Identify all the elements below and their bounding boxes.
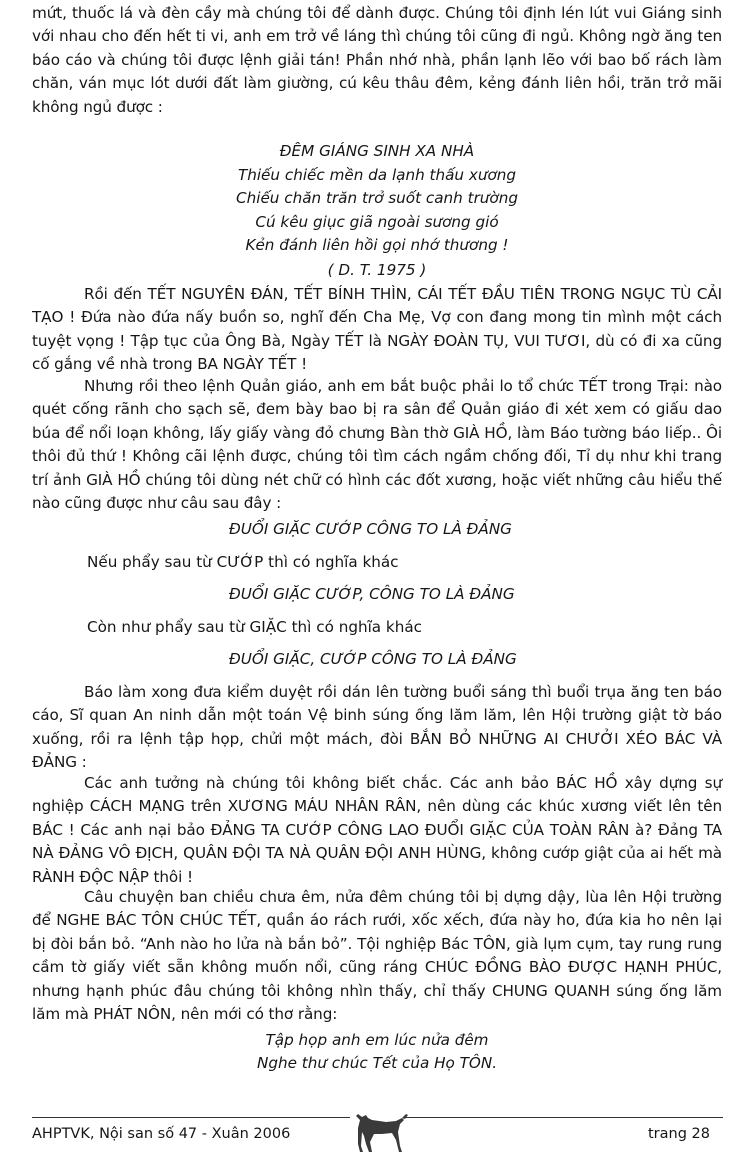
- footer-page-number: trang 28: [648, 1126, 710, 1142]
- paragraph-newspaper: Báo làm xong đưa kiểm duyệt rồi dán lên tường buổi sáng thì buổi trụa ăng ten báo cáo, Sĩ quan An ninh dẫn một toán Vệ binh súng ống lăm lăm, lên Hội trường giật tờ báo xuống, rồi ra lệnh tập họp, chửi một mách, đòi BẮN BỎ NHỮNG AI CHƯỞI XÉO BÁC VÀ ĐẢNG :: [32, 683, 722, 772]
- note-2: Còn như phẩy sau từ GIẶC thì có nghĩa khác: [87, 618, 423, 636]
- paragraph-midnight: Câu chuyện ban chiều chưa êm, nửa đêm chúng tôi bị dựng dậy, lùa lên Hội trường để NGHE BÁC TÔN CHÚC TẾT, quần áo rách rưới, xốc xếch, đứa này ho, đứa kia ho nên lại bị đòi bắn bỏ. “Anh nào ho lửa nà bắn bỏ”. Tội nghiệp Bác TÔN, già lụm cụm, tay rung rung cầm tờ giấy viết sẵn không muốn nổi, cũng ráng CHÚC ĐỒNG BÀO ĐƯỢC HẠNH PHÚC, nhưng hạnh phúc đâu chúng tôi không nhìn thấy, chỉ thấy CHUNG QUANH súng ống lăm lăm mà PHÁT NÔN, nên mới có thơ rằng:: [32, 888, 722, 1024]
- closing-poem: [32, 1029, 722, 1075]
- footer-publication: AHPTVK, Nội san số 47 - Xuân 2006: [32, 1126, 291, 1142]
- paragraph-camp-orders: Nhưng rồi theo lệnh Quản giáo, anh em bắt buộc phải lo tổ chức TẾT trong Trại: nào quét cống rãnh cho sạch sẽ, đem bày bao bị ra sân để Quản giáo đi xét xem có giấu dao búa để nổi loạn không, lấy giấy vàng đỏ chưng Bàn thờ GIÀ HỒ, làm Báo tường báo liếp.. Ôi thôi đủ thứ ! Không cãi lệnh được, chúng tôi tìm cách ngầm chống đối, Tỉ dụ như khi trang trí ảnh GIÀ HỒ chúng tôi dùng nét chữ có hình các đốt xương, hoặc viết những câu hiểu thế nào cũng được như câu sau đây :: [32, 377, 722, 513]
- poem-line: Kẻn đánh liên hồi gọi nhớ thương !: [245, 236, 509, 254]
- slogan-3: ĐUỔI GIẶC, CƯỚP CÔNG TO LÀ ĐẢNG: [229, 650, 517, 668]
- dog-icon: [352, 1106, 410, 1156]
- poem-line: Cú kêu giục giã ngoài sương gió: [255, 212, 499, 231]
- poem-title: ĐÊM GIÁNG SINH XA NHÀ: [279, 142, 475, 160]
- poem-line: Thiếu chiếc mền da lạnh thấu xương: [237, 165, 517, 184]
- footer-rule-right: [405, 1117, 723, 1118]
- poem-christmas: [32, 140, 722, 282]
- paragraph-christmas: mứt, thuốc lá và đèn cầy mà chúng tôi để dành được. Chúng tôi định lén lút vui Giáng sinh với nhau cho đến hết ti vi, anh em trở về láng thì chúng tôi cũng đi ngủ. Không ngờ ăng ten báo cáo và chúng tôi được lệnh giải tán! Phần nhớ nhà, phần lạnh lẽo với bao bố rách làm chăn, ván mục lót dưới đất làm giường, cú kêu thâu đêm, kẻng đánh liên hồi, trăn trở mãi không ngủ được :: [32, 4, 722, 116]
- footer-rule-left: [32, 1117, 350, 1118]
- closing-poem-line: Nghe thư chúc Tết của Họ TÔN.: [256, 1054, 498, 1072]
- closing-poem-line: Tập họp anh em lúc nửa đêm: [265, 1031, 489, 1049]
- slogan-1: ĐUỔI GIẶC CƯỚP CÔNG TO LÀ ĐẢNG: [229, 520, 512, 538]
- slogan-2: ĐUỔI GIẶC CƯỚP, CÔNG TO LÀ ĐẢNG: [229, 585, 515, 603]
- paragraph-tet: Rồi đến TẾT NGUYÊN ĐÁN, TẾT BÍNH THÌN, CÁI TẾT ĐẦU TIÊN TRONG NGỤC TÙ CẢI TẠO ! Đứa nào đứa nấy buồn so, nghĩ đến Cha Mẹ, Vợ con đang mong tin mình một cách tuyệt vọng ! Tập tục của Ông Bà, Ngày TẾT là NGÀY ĐOÀN TỤ, VUI TƯƠI, dù có đi xa cũng cố gắng về nhà trong BA NGÀY TẾT !: [32, 285, 722, 374]
- poem-line: Chiếu chăn trăn trở suốt canh trường: [236, 189, 518, 207]
- document-page: [32, 0, 722, 1167]
- note-1: Nếu phẩy sau từ CƯỚP thì có nghĩa khác: [87, 553, 399, 571]
- paragraph-speech: Các anh tưởng nà chúng tôi không biết chắc. Các anh bảo BÁC HỒ xây dựng sự nghiệp CÁCH MẠNG trên XƯƠNG MÁU NHÂN RÂN, nên dùng các khúc xương viết lên tên BÁC ! Các anh nại bảo ĐẢNG TA CƯỚP CÔNG LAO ĐUỔI GIẶC CỦA TOÀN RÂN à? Đảng TA NÀ ĐẢNG VÔ ĐỊCH, QUÂN ĐỘI TA NÀ QUÂN ĐỘI ANH HÙNG, không cướp giật của ai hết mà RÀNH ĐỘC NẬP thôi !: [32, 774, 722, 886]
- poem-signature: ( D. T. 1975 ): [327, 260, 427, 279]
